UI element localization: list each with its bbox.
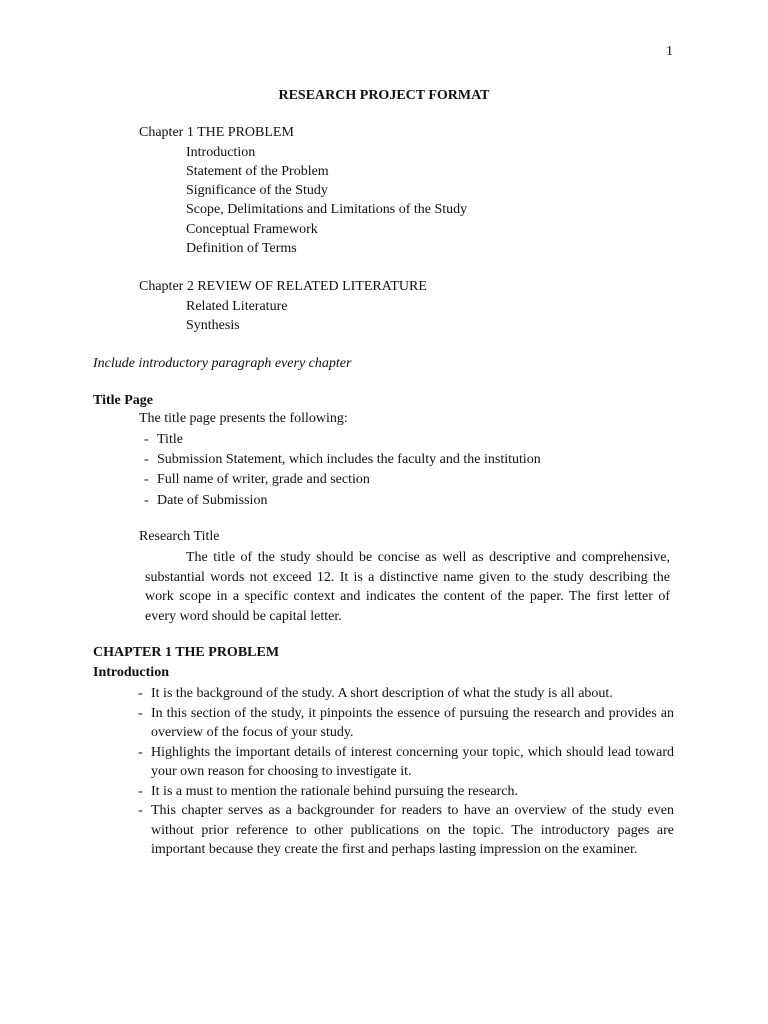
title-page-item-text: Title [157,432,183,447]
list-item-text: It is the background of the study. A short description of what the study is all about. [151,686,613,701]
title-page-intro: The title page presents the following: [139,411,348,426]
introduction-list [136,684,674,860]
dash-marker: - [144,472,149,487]
dash-marker: - [138,744,143,760]
chapter1-item: Scope, Delimitations and Limitations of the Study [186,202,468,217]
chapter2-item: Synthesis [186,318,240,333]
list-item [136,684,674,704]
dash-marker: - [138,783,143,799]
chapter1-item: Statement of the Problem [186,164,329,179]
list-item-text: Highlights the important details of interest concerning your topic, which should lead toward your own reason for choosing to investigate it. [151,744,674,779]
page-number: 1 [666,44,673,59]
dash-marker: - [144,432,149,447]
title-page-item-text: Date of Submission [157,493,268,508]
list-item-text: In this section of the study, it pinpoints the essence of pursuing the research and provides an overview of the focus of your study. [151,705,674,740]
title-page-item [144,432,183,448]
list-item [136,801,674,860]
chapter1-item: Definition of Terms [186,241,297,256]
introduction-subheading: Introduction [93,665,169,680]
research-title-paragraph: The title of the study should be concise as well as descriptive and comprehensive, substantial words not exceed 12. It is a distinctive name given to the study describing the work scope in a specific context and indicates the content of the paper. The first letter of every word should be capital letter. [145,550,670,624]
list-item [136,704,674,743]
chapter1-heading: Chapter 1 THE PROBLEM [139,125,294,140]
list-item [136,782,674,802]
list-item-text: This chapter serves as a backgrounder for readers to have an overview of the study even without prior reference to other publications on the topic. The introductory pages are important because they create the first and perhaps lasting impression on the examiner. [151,803,674,857]
list-item [136,743,674,782]
title-page-item [144,452,541,468]
title-page-item [144,472,370,488]
title-page-heading: Title Page [93,393,154,408]
title-page-item-text: Full name of writer, grade and section [157,472,370,487]
dash-marker: - [138,705,143,721]
chapter1-item: Significance of the Study [186,183,328,198]
dash-marker: - [138,803,143,818]
chapter2-heading: Chapter 2 REVIEW OF RELATED LITERATURE [139,279,427,294]
title-page-item-text: Submission Statement, which includes the faculty and the institution [157,452,541,467]
chapter1-item: Introduction [186,145,256,160]
dash-marker: - [144,452,149,467]
dash-marker: - [138,686,143,701]
introductory-note: Include introductory paragraph every chapter [93,356,352,371]
chapter2-item: Related Literature [186,299,288,314]
list-item-text: It is a must to mention the rationale behind pursuing the research. [151,783,519,799]
chapter1-section-heading: CHAPTER 1 THE PROBLEM [93,645,280,660]
research-title-heading: Research Title [139,529,220,544]
dash-marker: - [144,493,149,508]
chapter1-item: Conceptual Framework [186,222,318,237]
document-title: RESEARCH PROJECT FORMAT [278,88,490,103]
title-page-item [144,493,267,509]
